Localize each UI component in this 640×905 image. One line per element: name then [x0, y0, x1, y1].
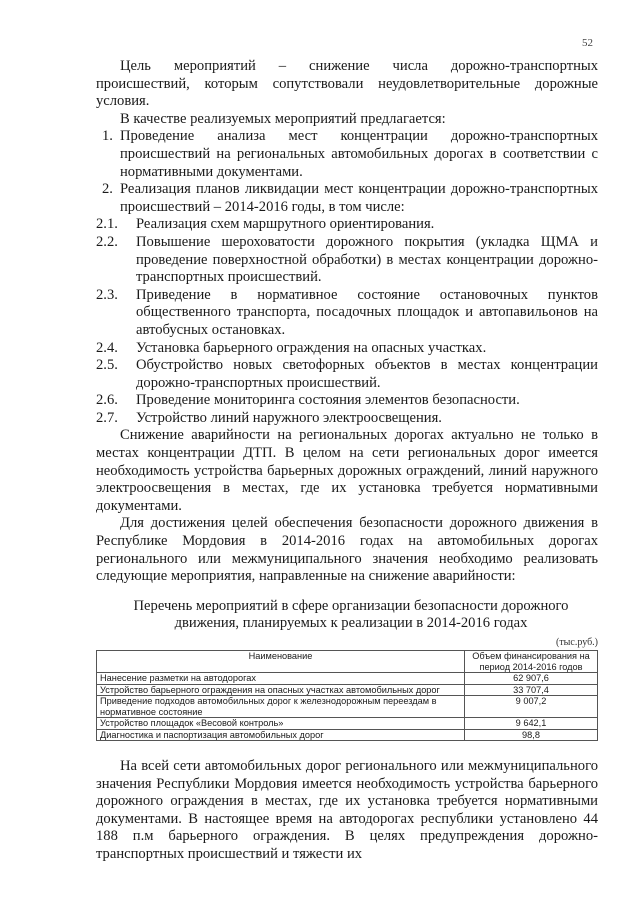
- list-item-text: Устройство линий наружного электроосвещения.: [136, 409, 442, 426]
- table-row: [97, 718, 598, 730]
- list-item-text: Реализация схем маршрутного ориентирования.: [136, 216, 435, 233]
- list-item-number: 2.4.: [96, 339, 118, 356]
- measures-table: [96, 650, 598, 741]
- list-item: [96, 410, 598, 428]
- list-item-text: Установка барьерного ограждения на опасных участках.: [136, 339, 487, 356]
- list-item-number: 2.6.: [96, 392, 118, 409]
- table-cell-name: Нанесение разметки на автодорогах: [97, 673, 465, 685]
- table-title: Перечень мероприятий в сфере организации безопасности дорожного движения, планируемых к реализации в 2014-2016 годах: [133, 597, 569, 632]
- list-item-text: Проведение мониторинга состояния элементов безопасности.: [136, 392, 520, 409]
- list-item-number: 2.5.: [96, 357, 118, 374]
- table-cell-value: 62 907,6: [465, 673, 598, 685]
- list-item: [96, 234, 598, 287]
- table-cell-value: 9 642,1: [465, 718, 598, 730]
- table-cell-name: Приведение подходов автомобильных дорог к железнодорожным переездам в нормативное состояние: [97, 696, 465, 718]
- list-item-text: Проведение анализа мест концентрации дорожно-транспортных происшествий на региональных автомобильных дорогах в соответствии с нормативными документами.: [120, 128, 598, 180]
- list-item: [96, 392, 598, 410]
- document-body: [96, 58, 598, 864]
- table-cell-name: Устройство барьерного ограждения на опасных участках автомобильных дорог: [97, 684, 465, 696]
- list-item-text: Повышение шероховатости дорожного покрытия (укладка ЩМА и проведение поверхностной обработки) в местах концентрации дорожно-транспортных происшествий.: [136, 233, 598, 286]
- list-item: [96, 287, 598, 340]
- list-item-number: 1.: [102, 128, 113, 145]
- list-item: [96, 181, 598, 216]
- column-header-name: Наименование: [97, 651, 465, 673]
- goals-paragraph: Для достижения целей обеспечения безопасности дорожного движения в Республике Мордовия в 2014-2016 годах на автомобильных дорогах регионального или межмуниципального значения необходимо реализовать следующие мероприятия, направленные на снижение аварийности:: [96, 515, 598, 585]
- table-cell-value: 98,8: [465, 729, 598, 741]
- table-row: [97, 729, 598, 741]
- sub-measures-list: [96, 216, 598, 427]
- measures-heading: В качестве реализуемых мероприятий предлагается:: [120, 110, 446, 127]
- list-item-number: 2.: [102, 181, 113, 198]
- list-item-number: 2.2.: [96, 233, 118, 250]
- table-row: [97, 673, 598, 685]
- table-cell-name: Устройство площадок «Весовой контроль»: [97, 718, 465, 730]
- measures-list: [96, 128, 598, 216]
- list-item: [96, 216, 598, 234]
- table-row: [97, 684, 598, 696]
- list-item: [96, 128, 598, 181]
- list-item-text: Обустройство новых светофорных объектов в местах концентрации дорожно-транспортных происшествий.: [136, 357, 598, 391]
- list-item: [96, 340, 598, 358]
- table-header-row: [97, 651, 598, 673]
- list-item-number: 2.3.: [96, 286, 118, 303]
- column-header-funding: Объем финансирования на период 2014-2016 годов: [465, 651, 598, 673]
- table-cell-name: Диагностика и паспортизация автомобильных дорог: [97, 729, 465, 741]
- accident-reduction-paragraph: Снижение аварийности на региональных дорогах актуально не только в местах концентрации ДТП. В целом на сети региональных дорог имеется необходимость устройства барьерных дорожных ограждений, линий наружного электроосвещения в местах, где их установка требуется нормативными документами.: [96, 427, 598, 514]
- table-cell-value: 9 007,2: [465, 696, 598, 718]
- table-unit: (тыс.руб.): [555, 637, 598, 648]
- page-number: 52: [582, 37, 593, 49]
- table-cell-value: 33 707,4: [465, 684, 598, 696]
- list-item-number: 2.7.: [96, 409, 118, 426]
- table-row: [97, 696, 598, 718]
- list-item: [96, 357, 598, 392]
- list-item-number: 2.1.: [96, 216, 118, 233]
- list-item-text: Приведение в нормативное состояние остановочных пунктов общественного транспорта, посадочных площадок и автопавильонов на автобусных остановках.: [136, 286, 598, 338]
- barrier-paragraph: На всей сети автомобильных дорог регионального или межмуниципального значения Республики Мордовия имеется необходимость устройства барьерного дорожного ограждения в местах, где их установка требуется нормативными документами. В настоящее время на автодорогах республики установлено 44 188 п.м барьерного ограждения. В целях предупреждения дорожно-транспортных происшествий и тяжести их: [96, 758, 598, 862]
- intro-paragraph: Цель мероприятий – снижение числа дорожно-транспортных происшествий, которым сопутствовали неудовлетворительные дорожные условия.: [96, 58, 598, 110]
- list-item-text: Реализация планов ликвидации мест концентрации дорожно-транспортных происшествий – 2014-2016 годы, в том числе:: [120, 181, 598, 215]
